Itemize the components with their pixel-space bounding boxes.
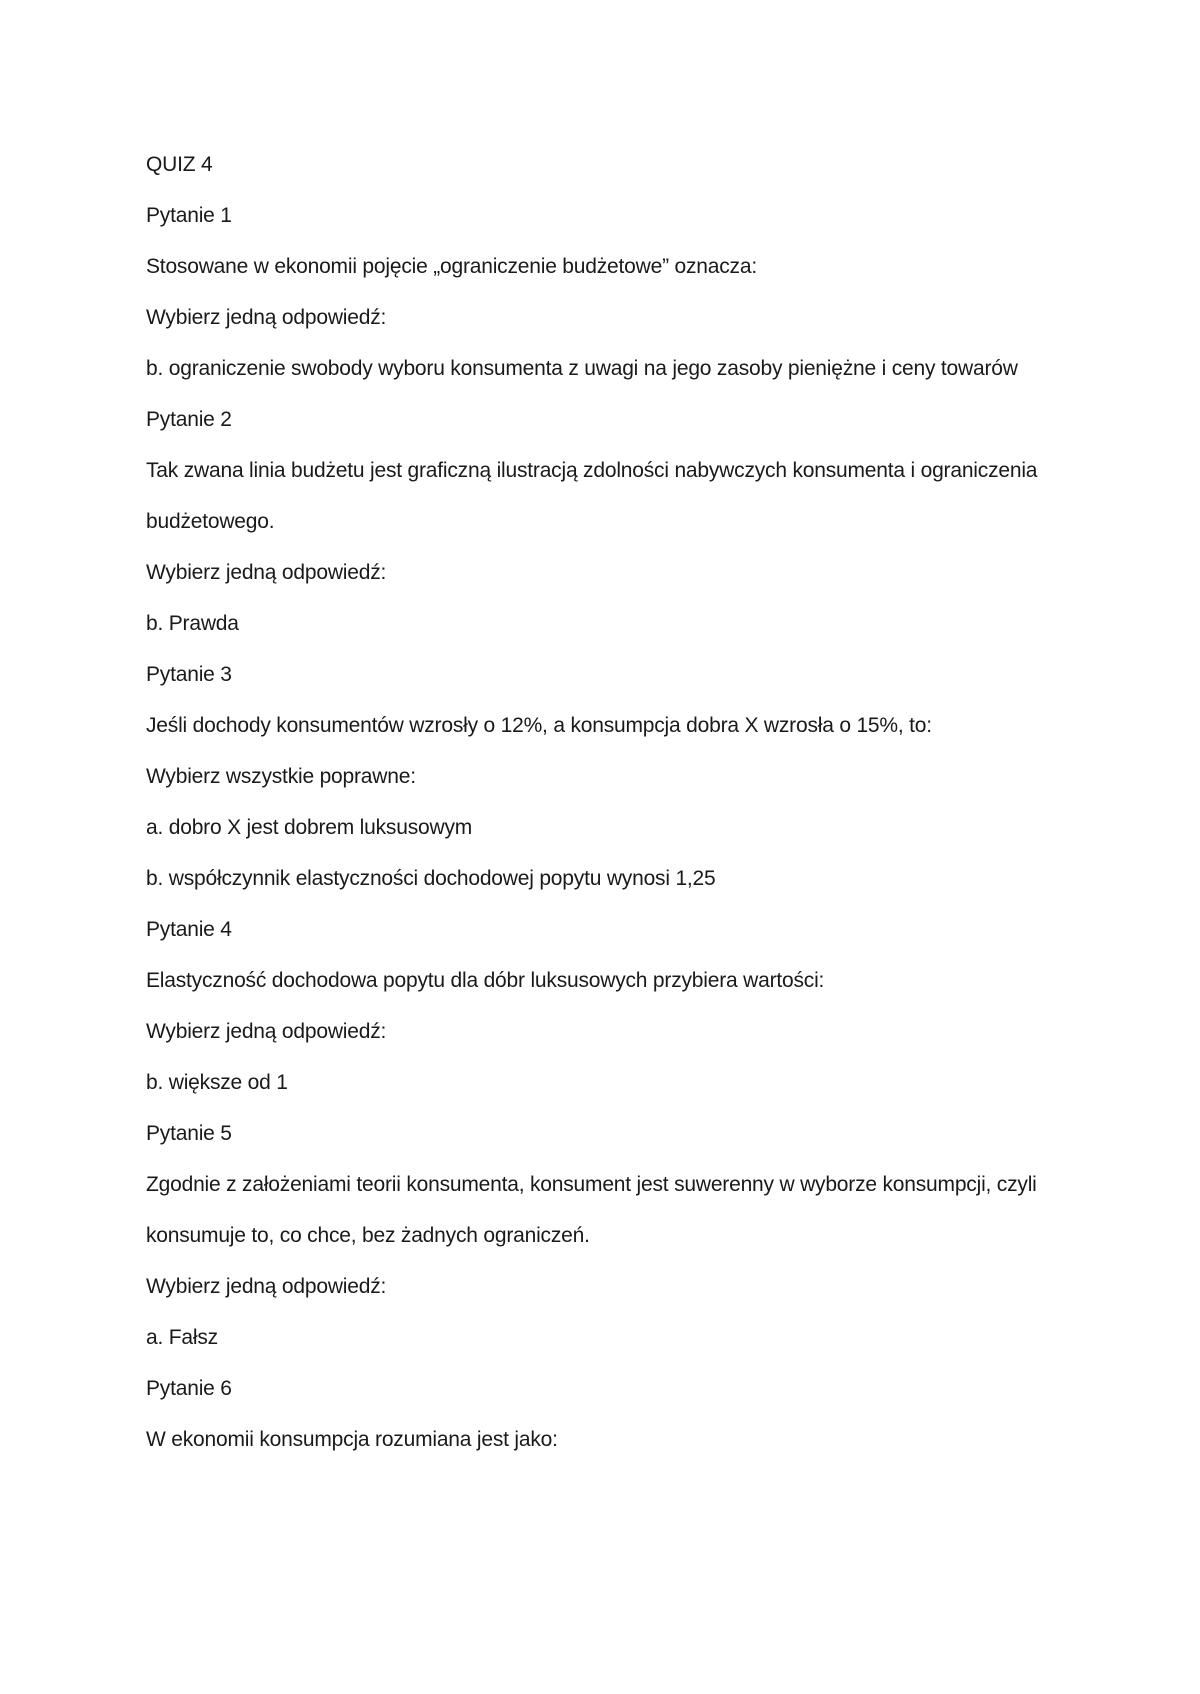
question-1-answer: b. ograniczenie swobody wyboru konsumenta z uwagi na jego zasoby pieniężne i ceny towarów [146,357,1018,380]
question-2-text: Tak zwana linia budżetu jest graficzną ilustracją zdolności nabywczych konsumenta i ograniczenia [146,459,1038,482]
document-body [146,148,1056,1474]
question-4-instruction: Wybierz jedną odpowiedź: [146,1020,387,1043]
question-3-text: Jeśli dochody konsumentów wzrosły o 12%, a konsumpcja dobra X wzrosła o 15%, to: [146,714,932,737]
question-1-text: Stosowane w ekonomii pojęcie „ograniczenie budżetowe” oznacza: [146,255,757,278]
question-3-answer-b: b. współczynnik elastyczności dochodowej popytu wynosi 1,25 [146,867,716,890]
question-5-heading: Pytanie 5 [146,1122,232,1145]
question-2-instruction: Wybierz jedną odpowiedź: [146,561,387,584]
question-4-text: Elastyczność dochodowa popytu dla dóbr luksusowych przybiera wartości: [146,969,825,992]
question-6-heading: Pytanie 6 [146,1377,232,1400]
question-2-text-continued: budżetowego. [146,510,275,533]
quiz-title: QUIZ 4 [146,153,213,176]
question-4-heading: Pytanie 4 [146,918,232,941]
question-1-instruction: Wybierz jedną odpowiedź: [146,306,387,329]
question-3-answer-a: a. dobro X jest dobrem luksusowym [146,816,473,839]
question-6-text: W ekonomii konsumpcja rozumiana jest jako: [146,1428,558,1451]
question-1-heading: Pytanie 1 [146,204,232,227]
question-3-instruction: Wybierz wszystkie poprawne: [146,765,416,788]
question-2-heading: Pytanie 2 [146,408,232,431]
question-5-text-continued: konsumuje to, co chce, bez żadnych ograniczeń. [146,1224,590,1247]
question-5-text: Zgodnie z założeniami teorii konsumenta, konsument jest suwerenny w wyborze konsumpcji, czyli [146,1173,1037,1196]
question-3-heading: Pytanie 3 [146,663,232,686]
question-4-answer: b. większe od 1 [146,1071,288,1094]
question-5-answer: a. Fałsz [146,1326,218,1349]
question-5-instruction: Wybierz jedną odpowiedź: [146,1275,387,1298]
question-2-answer: b. Prawda [146,612,239,635]
